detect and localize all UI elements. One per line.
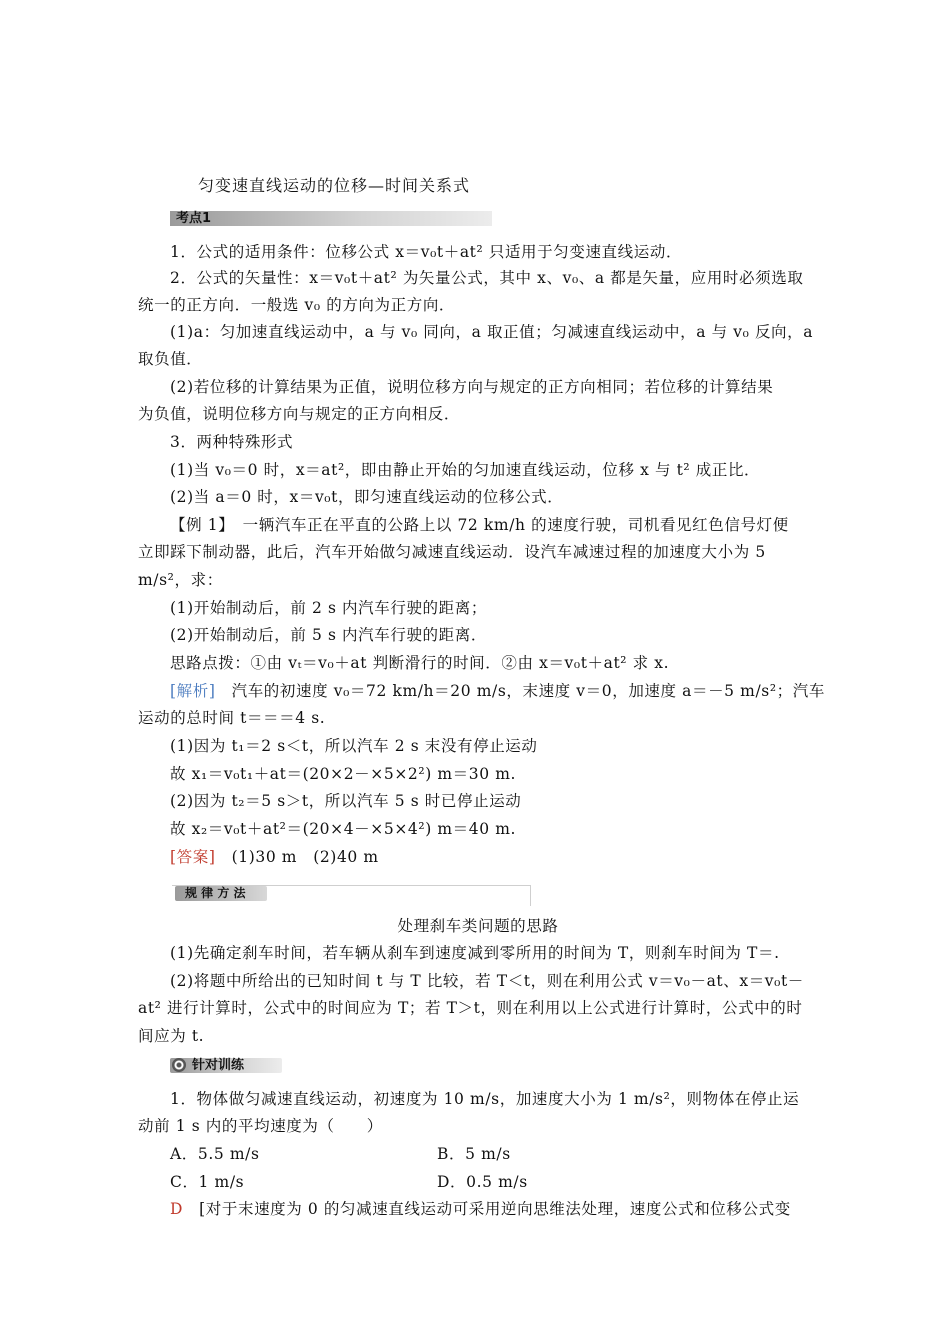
text-line: 为负值，说明位移方向与规定的正方向相反． xyxy=(138,405,461,423)
kaodian-label: 考点1 xyxy=(176,211,212,226)
text-line: (2)开始制动后，前 5 s 内汽车行驶的距离． xyxy=(170,626,487,644)
analysis-tag: [解析] xyxy=(170,682,216,700)
text-line: (1)因为 t₁＝2 s＜t，所以汽车 2 s 末没有停止运动 xyxy=(170,737,538,755)
option-c: C．1 m/s xyxy=(170,1173,245,1191)
question-line: 动前 1 s 内的平均速度为（ ） xyxy=(138,1117,383,1135)
text-line: 统一的正方向．一般选 v₀ 的方向为正方向． xyxy=(138,296,456,314)
option-d: D．0.5 m/s xyxy=(437,1173,528,1191)
text-line: (1)先确定刹车时间，若车辆从刹车到速度减到零所用的时间为 T，则刹车时间为 T＝. xyxy=(170,944,780,962)
solution-line xyxy=(170,1199,850,1219)
analysis-text: 汽车的初速度 v₀＝72 km/h＝20 m/s，末速度 v＝0，加速度 a＝－5 m/s²；汽车 xyxy=(215,682,825,700)
text-line: (2)将题中所给出的已知时间 t 与 T 比较，若 T＜t，则在利用公式 v＝v₀－at、x＝v₀t－ xyxy=(170,972,804,990)
question-line: 1．物体做匀减速直线运动，初速度为 10 m/s，加速度大小为 1 m/s²，则物体在停止运 xyxy=(170,1090,800,1108)
text-line: (1)当 v₀＝0 时，x＝at²，即由静止开始的匀加速直线运动，位移 x 与 t² 成正比． xyxy=(170,461,761,479)
answer-line xyxy=(170,847,850,867)
text-line: 间应为 t. xyxy=(138,1027,205,1045)
method-label: 规 律 方 法 xyxy=(185,886,246,900)
text-line: 故 x₁＝v₀t₁＋at＝(20×2－×5×2²) m＝30 m. xyxy=(170,765,517,783)
text-line: (2)若位移的计算结果为正值，说明位移方向与规定的正方向相同；若位移的计算结果 xyxy=(170,378,774,396)
text-line: at² 进行计算时，公式中的时间应为 T；若 T＞t，则在利用以上公式进行计算时，公式中的时 xyxy=(138,999,803,1017)
text-line: 2．公式的矢量性：x＝v₀t＋at² 为矢量公式，其中 x、v₀、a 都是矢量，应用时必须选取 xyxy=(170,269,804,287)
example-heading: 【例 1】 一辆汽车正在平直的公路上以 72 km/h 的速度行驶，司机看见红色信号灯便 xyxy=(170,516,789,534)
text-line: m/s²，求： xyxy=(138,571,223,589)
solution-text: [对于末速度为 0 的匀减速直线运动可采用逆向思维法处理，速度公式和位移公式变 xyxy=(183,1200,791,1218)
text-line: 3．两种特殊形式 xyxy=(170,433,294,451)
method-title: 处理刹车类问题的思路 xyxy=(397,917,559,935)
option-a: A．5.5 m/s xyxy=(170,1145,260,1163)
analysis-line xyxy=(170,681,850,701)
option-b: B．5 m/s xyxy=(437,1145,511,1163)
target-icon xyxy=(172,1058,186,1072)
text-line: 1．公式的适用条件：位移公式 x＝v₀t＋at² 只适用于匀变速直线运动． xyxy=(170,243,683,261)
section-title: 匀变速直线运动的位移—时间关系式 xyxy=(198,176,471,195)
solution-answer: D xyxy=(170,1200,184,1218)
text-line: (1)a：匀加速直线运动中，a 与 v₀ 同向，a 取正值；匀减速直线运动中，a 与 v₀ 反向，a xyxy=(170,323,814,341)
answer-tag: [答案] xyxy=(170,848,216,866)
text-line: (2)当 a＝0 时，x＝v₀t，即匀速直线运动的位移公式． xyxy=(170,488,564,506)
kaodian-header-bar xyxy=(170,211,492,226)
hint-line: 思路点拨：①由 vₜ＝v₀＋at 判断滑行的时间．②由 x＝v₀t＋at² 求 x. xyxy=(170,654,670,672)
answer-text: (1)30 m (2)40 m xyxy=(215,848,379,866)
text-line: 取负值． xyxy=(138,350,203,368)
text-line: 运动的总时间 t＝＝＝4 s. xyxy=(138,709,326,727)
text-line: 故 x₂＝v₀t＋at²＝(20×4－×5×4²) m＝40 m. xyxy=(170,820,517,838)
training-label: 针对训练 xyxy=(192,1058,245,1073)
text-line: (1)开始制动后，前 2 s 内汽车行驶的距离； xyxy=(170,599,487,617)
text-line: 立即踩下制动器，此后，汽车开始做匀减速直线运动．设汽车减速过程的加速度大小为 5 xyxy=(138,543,766,561)
text-line: (2)因为 t₂＝5 s＞t，所以汽车 5 s 时已停止运动 xyxy=(170,792,522,810)
